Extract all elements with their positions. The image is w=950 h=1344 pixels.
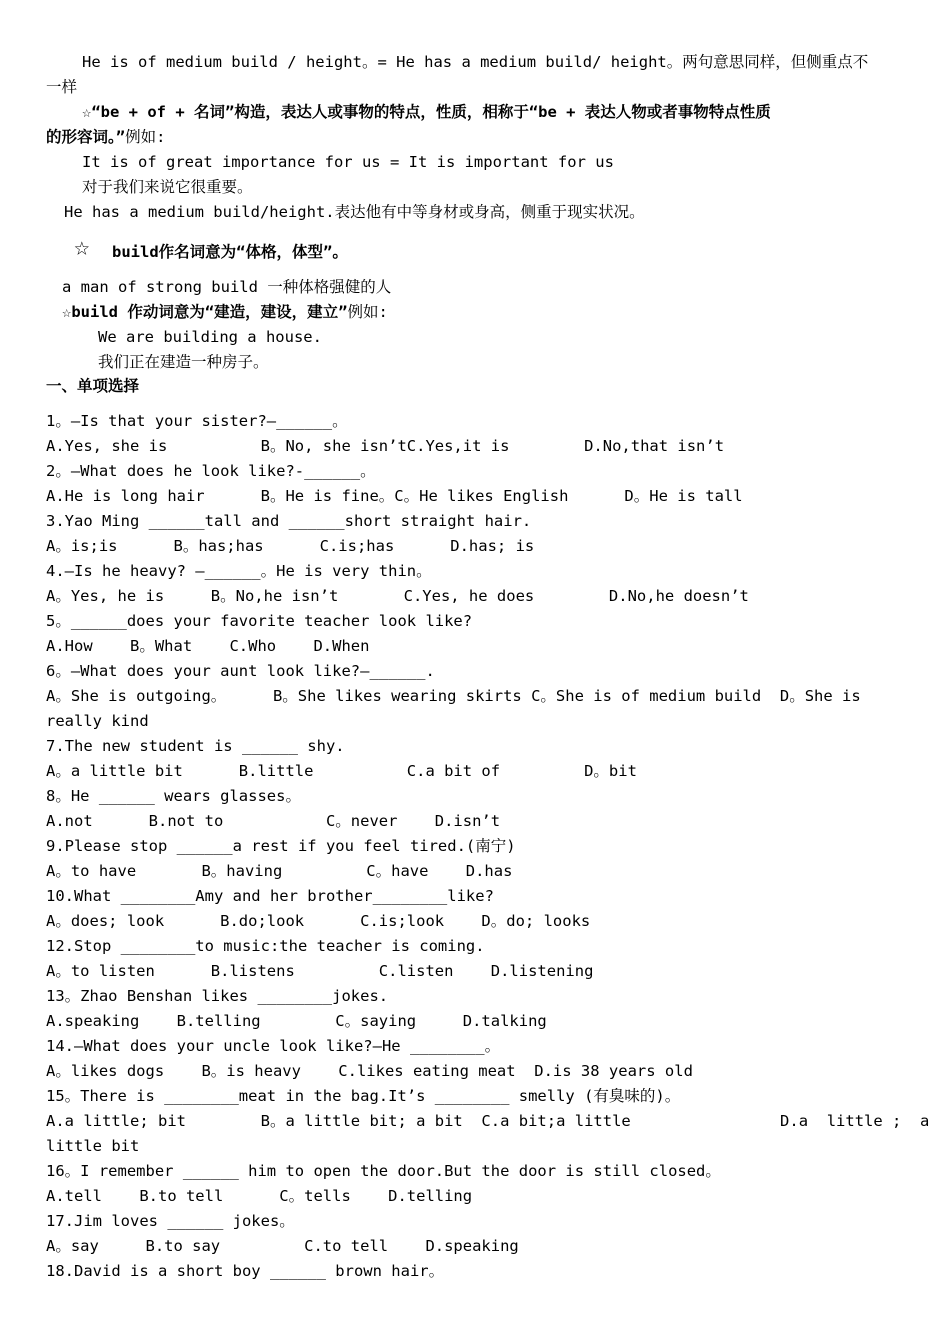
intro-line-4: It is of great importance for us = It is important for us [82,153,614,171]
question-line: 9.Please stop ______a rest if you feel tired.(南宁) [46,837,516,855]
intro-line-5: 对于我们来说它很重要。 [82,178,253,196]
intro-line-3-bold: 的形容词。” [46,128,126,146]
question-line: 6。—What does your aunt look like?—______. [46,662,435,680]
question-line: 18.David is a short boy ______ brown hair。 [46,1262,445,1280]
question-line: A。a little bit B.little C.a bit of D。bit [46,762,637,780]
question-line: A.He is long hair B。He is fine。C。He likes English D。He is tall [46,487,743,505]
question-line: 15。There is ________meat in the bag.It’s ________ smelly (有臭味的)。 [46,1087,681,1105]
intro-line-10: We are building a house. [98,328,322,346]
question-line: 2。—What does he look like?-______。 [46,462,376,480]
question-line: little bit [46,1137,140,1155]
intro-line-11: 我们正在建造一种房子。 [98,353,269,371]
question-line: A。say B.to say C.to tell D.speaking [46,1237,519,1255]
intro-line-1: He is of medium build / height。= He has a medium build/ height。两句意思同样，但侧重点不 [82,53,869,71]
question-line: A。is;is B。has;has C.is;has D.has; is [46,537,535,555]
question-line: 5。______does your favorite teacher look like? [46,612,473,630]
question-line: 3.Yao Ming ______tall and ______short straight hair. [46,512,532,530]
question-line: 10.What ________Amy and her brother________like? [46,887,494,905]
question-line: A。Yes, he is B。No,he isn’t C.Yes, he does D.No,he doesn’t [46,587,749,605]
question-line: A.a little; bit B。a little bit; a bit C.a bit;a little D.a little ; a [46,1112,930,1130]
question-line: really kind [46,712,149,730]
question-line: 14.—What does your uncle look like?—He ________。 [46,1037,501,1055]
question-line: A。does; look B.do;look C.is;look D。do; looks [46,912,591,930]
question-line: 13。Zhao Benshan likes ________jokes. [46,987,389,1005]
intro-line-6: He has a medium build/height.表达他有中等身材或身高，侧重于现实状况。 [64,203,645,221]
question-line: 7.The new student is ______ shy. [46,737,345,755]
star-icon: ☆ [74,232,90,262]
question-line: A.speaking B.telling C。saying D.talking [46,1012,547,1030]
question-line: 12.Stop ________to music:the teacher is coming. [46,937,485,955]
intro-line-3 [46,127,165,147]
question-line: 1。—Is that your sister?—______。 [46,412,348,430]
intro-line-9 [62,302,388,322]
question-line: A。to listen B.listens C.listen D.listening [46,962,594,980]
intro-line-2: ☆“be + of + 名词”构造，表达人或事物的特点，性质，相称于“be + 表达人物或者事物特点性质 [82,103,771,121]
question-line: 16。I remember ______ him to open the door.But the door is still closed。 [46,1162,721,1180]
intro-line-9-bold: ☆build 作动词意为“建造，建设，建立” [62,303,348,321]
intro-line-3-tail: 例如: [125,128,166,146]
intro-line-9-tail: 例如: [347,303,388,321]
question-line: 8。He ______ wears glasses。 [46,787,301,805]
question-line: A。likes dogs B。is heavy C.likes eating meat D.is 38 years old [46,1062,693,1080]
intro-line-7: build作名词意为“体格，体型”。 [112,243,348,261]
question-line: A.How B。What C.Who D.When [46,637,370,655]
question-line: 17.Jim loves ______ jokes。 [46,1212,295,1230]
question-line: A.tell B.to tell C。tells D.telling [46,1187,473,1205]
intro-line-1b: 一样 [46,78,78,96]
question-line: 4.—Is he heavy? —______。He is very thin。 [46,562,432,580]
question-line: A。She is outgoing。 B。She likes wearing skirts C。She is of medium build D。She is [46,687,861,705]
question-line: A.not B.not to C。never D.isn’t [46,812,501,830]
intro-line-8: a man of strong build 一种体格强健的人 [62,278,392,296]
section-title: 一、单项选择 [46,377,140,395]
question-line: A.Yes, she is B。No, she isn’tC.Yes,it is D.No,that isn’t [46,437,725,455]
question-line: A。to have B。having C。have D.has [46,862,513,880]
